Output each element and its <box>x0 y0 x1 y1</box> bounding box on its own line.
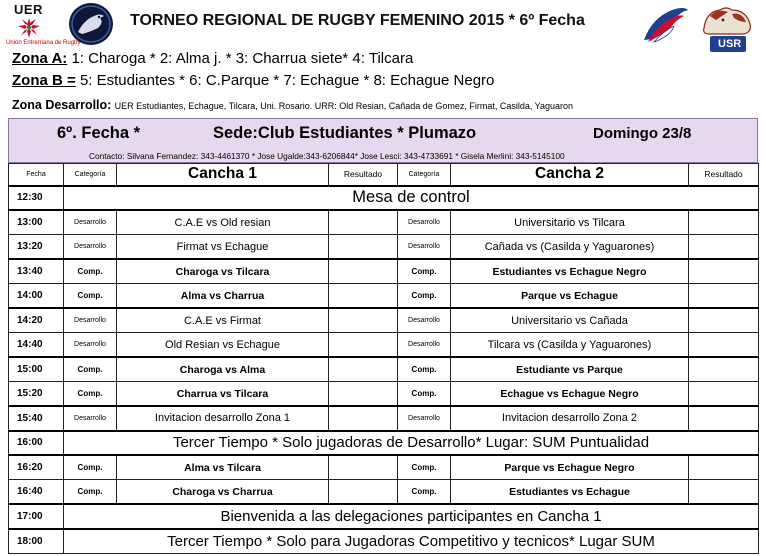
row-resultado-1 <box>329 455 398 480</box>
row-match-cancha-1: Charoga vs Tilcara <box>117 259 329 284</box>
row-resultado-1 <box>329 357 398 382</box>
row-resultado-1 <box>329 333 398 358</box>
row-categoria-2: Comp. <box>398 382 451 407</box>
table-row <box>9 284 759 309</box>
header-resultado-2: Resultado <box>689 164 759 186</box>
bird-club-logo-icon <box>68 2 114 46</box>
table-row <box>9 480 759 505</box>
row-match-cancha-2: Invitacion desarrollo Zona 2 <box>451 406 689 431</box>
zona-desarrollo-line <box>12 98 573 112</box>
row-match-cancha-2: Parque vs Echague <box>451 284 689 309</box>
row-resultado-2 <box>689 406 759 431</box>
row-categoria-1: Desarrollo <box>64 406 117 431</box>
table-row <box>9 235 759 260</box>
row-time: 14:00 <box>9 284 64 309</box>
table-header-row <box>9 164 759 186</box>
row-categoria-2: Comp. <box>398 480 451 505</box>
row-resultado-2 <box>689 333 759 358</box>
banner-dia: Domingo 23/8 <box>593 125 692 142</box>
row-time: 13:20 <box>9 235 64 260</box>
header-resultado-1: Resultado <box>329 164 398 186</box>
row-resultado-1 <box>329 284 398 309</box>
uer-logo-text: UER <box>14 2 43 17</box>
banner-contacto: Contacto: Silvana Fernandez: 343-4461370 * Jose Ugalde:343-6206844* Jose Lesci: 343-4733691 * Gisela Merlini: 343-5145100 <box>89 151 565 161</box>
row-categoria-1: Comp. <box>64 480 117 505</box>
row-time: 13:40 <box>9 259 64 284</box>
row-resultado-2 <box>689 480 759 505</box>
header-cancha-2: Cancha 2 <box>451 164 689 186</box>
zona-a-line <box>12 50 413 67</box>
zona-a-label: Zona A: <box>12 50 68 67</box>
row-time: 16:40 <box>9 480 64 505</box>
row-match-cancha-2: Estudiante vs Parque <box>451 357 689 382</box>
row-match-cancha-1: Charoga vs Charrua <box>117 480 329 505</box>
row-match-cancha-2: Tilcara vs (Casilda y Yaguarones) <box>451 333 689 358</box>
row-categoria-1: Desarrollo <box>64 210 117 235</box>
row-time: 15:40 <box>9 406 64 431</box>
row-match-cancha-2: Estudiantes vs Echague <box>451 480 689 505</box>
row-resultado-2 <box>689 308 759 333</box>
row-resultado-2 <box>689 382 759 407</box>
zona-desarrollo-teams: UER Estudiantes, Echague, Tilcara, Uni. Rosario. URR: Old Resian, Cañada de Gomez, Firmat, Casilda, Yaguaron <box>114 101 574 111</box>
row-time: 16:00 <box>9 431 64 456</box>
table-row <box>9 382 759 407</box>
row-match-cancha-2: Estudiantes vs Echague Negro <box>451 259 689 284</box>
row-resultado-1 <box>329 235 398 260</box>
row-time: 15:00 <box>9 357 64 382</box>
page-title: TORNEO REGIONAL DE RUGBY FEMENINO 2015 * 6º Fecha <box>130 12 585 29</box>
row-event: Tercer Tiempo * Solo para Jugadoras Competitivo y tecnicos* Lugar SUM <box>64 529 759 554</box>
header-categoria-1: Categoría <box>64 164 117 186</box>
row-categoria-2: Comp. <box>398 455 451 480</box>
row-match-cancha-1: Old Resian vs Echague <box>117 333 329 358</box>
row-resultado-2 <box>689 210 759 235</box>
uer-logo <box>6 2 81 46</box>
table-row <box>9 259 759 284</box>
row-event: Bienvenida a las delegaciones participantes en Cancha 1 <box>64 504 759 529</box>
row-match-cancha-1: Firmat vs Echague <box>117 235 329 260</box>
row-match-cancha-2: Universitario vs Tilcara <box>451 210 689 235</box>
row-resultado-1 <box>329 210 398 235</box>
zona-b-label: Zona B = <box>12 72 76 89</box>
row-categoria-1: Desarrollo <box>64 308 117 333</box>
table-row <box>9 431 759 456</box>
row-categoria-2: Comp. <box>398 357 451 382</box>
row-match-cancha-2: Echague vs Echague Negro <box>451 382 689 407</box>
row-resultado-1 <box>329 406 398 431</box>
header-cancha-1: Cancha 1 <box>117 164 329 186</box>
row-categoria-1: Comp. <box>64 259 117 284</box>
row-categoria-2: Comp. <box>398 284 451 309</box>
row-time: 13:00 <box>9 210 64 235</box>
zona-a-teams: 1: Charoga * 2: Alma j. * 3: Charrua siete* 4: Tilcara <box>71 50 414 67</box>
zona-b-teams: 5: Estudiantes * 6: C.Parque * 7: Echague * 8: Echague Negro <box>79 72 495 89</box>
row-categoria-1: Comp. <box>64 357 117 382</box>
fecha-banner <box>8 118 758 163</box>
row-match-cancha-1: Alma vs Tilcara <box>117 455 329 480</box>
row-time: 16:20 <box>9 455 64 480</box>
usr-logo-text: USR <box>718 38 742 50</box>
row-match-cancha-1: Charoga vs Alma <box>117 357 329 382</box>
row-resultado-2 <box>689 284 759 309</box>
row-resultado-2 <box>689 357 759 382</box>
eagle-logo-icon <box>642 4 690 46</box>
uer-logo-subtext: Unión Entrerriana de Rugby <box>6 40 81 46</box>
row-time: 14:20 <box>9 308 64 333</box>
row-categoria-2: Desarrollo <box>398 406 451 431</box>
row-categoria-2: Desarrollo <box>398 235 451 260</box>
row-resultado-1 <box>329 308 398 333</box>
zona-b-line <box>12 72 494 89</box>
table-row <box>9 186 759 211</box>
table-row <box>9 504 759 529</box>
row-categoria-1: Comp. <box>64 455 117 480</box>
row-categoria-2: Desarrollo <box>398 333 451 358</box>
banner-fecha: 6º. Fecha * <box>57 124 141 142</box>
row-categoria-2: Desarrollo <box>398 210 451 235</box>
row-event: Tercer Tiempo * Solo jugadoras de Desarrollo* Lugar: SUM Puntualidad <box>64 431 759 456</box>
table-row <box>9 529 759 554</box>
banner-sede: Sede:Club Estudiantes * Plumazo <box>213 124 477 142</box>
row-time: 18:00 <box>9 529 64 554</box>
row-resultado-2 <box>689 235 759 260</box>
header-categoria-2: Categoría <box>398 164 451 186</box>
row-time: 17:00 <box>9 504 64 529</box>
table-row <box>9 406 759 431</box>
table-row <box>9 357 759 382</box>
uer-flower-icon <box>16 16 42 40</box>
row-match-cancha-2: Universitario vs Cañada <box>451 308 689 333</box>
header-fecha: Fecha <box>9 164 64 186</box>
row-resultado-2 <box>689 259 759 284</box>
row-time: 12:30 <box>9 186 64 211</box>
row-resultado-2 <box>689 455 759 480</box>
table-row <box>9 308 759 333</box>
row-match-cancha-2: Parque vs Echague Negro <box>451 455 689 480</box>
row-time: 15:20 <box>9 382 64 407</box>
row-time: 14:40 <box>9 333 64 358</box>
row-categoria-1: Desarrollo <box>64 235 117 260</box>
schedule-table <box>8 163 759 554</box>
row-resultado-1 <box>329 480 398 505</box>
row-match-cancha-1: C.A.E vs Old resian <box>117 210 329 235</box>
row-resultado-1 <box>329 259 398 284</box>
table-row <box>9 333 759 358</box>
row-match-cancha-1: Alma vs Charrua <box>117 284 329 309</box>
row-match-cancha-1: C.A.E vs Firmat <box>117 308 329 333</box>
row-categoria-1: Desarrollo <box>64 333 117 358</box>
row-categoria-1: Comp. <box>64 284 117 309</box>
table-row <box>9 455 759 480</box>
row-match-cancha-2: Cañada vs (Casilda y Yaguarones) <box>451 235 689 260</box>
row-match-cancha-1: Charrua vs Tilcara <box>117 382 329 407</box>
row-categoria-2: Desarrollo <box>398 308 451 333</box>
table-row <box>9 210 759 235</box>
zona-desarrollo-label: Zona Desarrollo: <box>12 98 112 112</box>
usr-logo <box>696 2 758 56</box>
row-categoria-2: Comp. <box>398 259 451 284</box>
row-event: Mesa de control <box>64 186 759 211</box>
row-resultado-1 <box>329 382 398 407</box>
row-match-cancha-1: Invitacion desarrollo Zona 1 <box>117 406 329 431</box>
row-categoria-1: Comp. <box>64 382 117 407</box>
